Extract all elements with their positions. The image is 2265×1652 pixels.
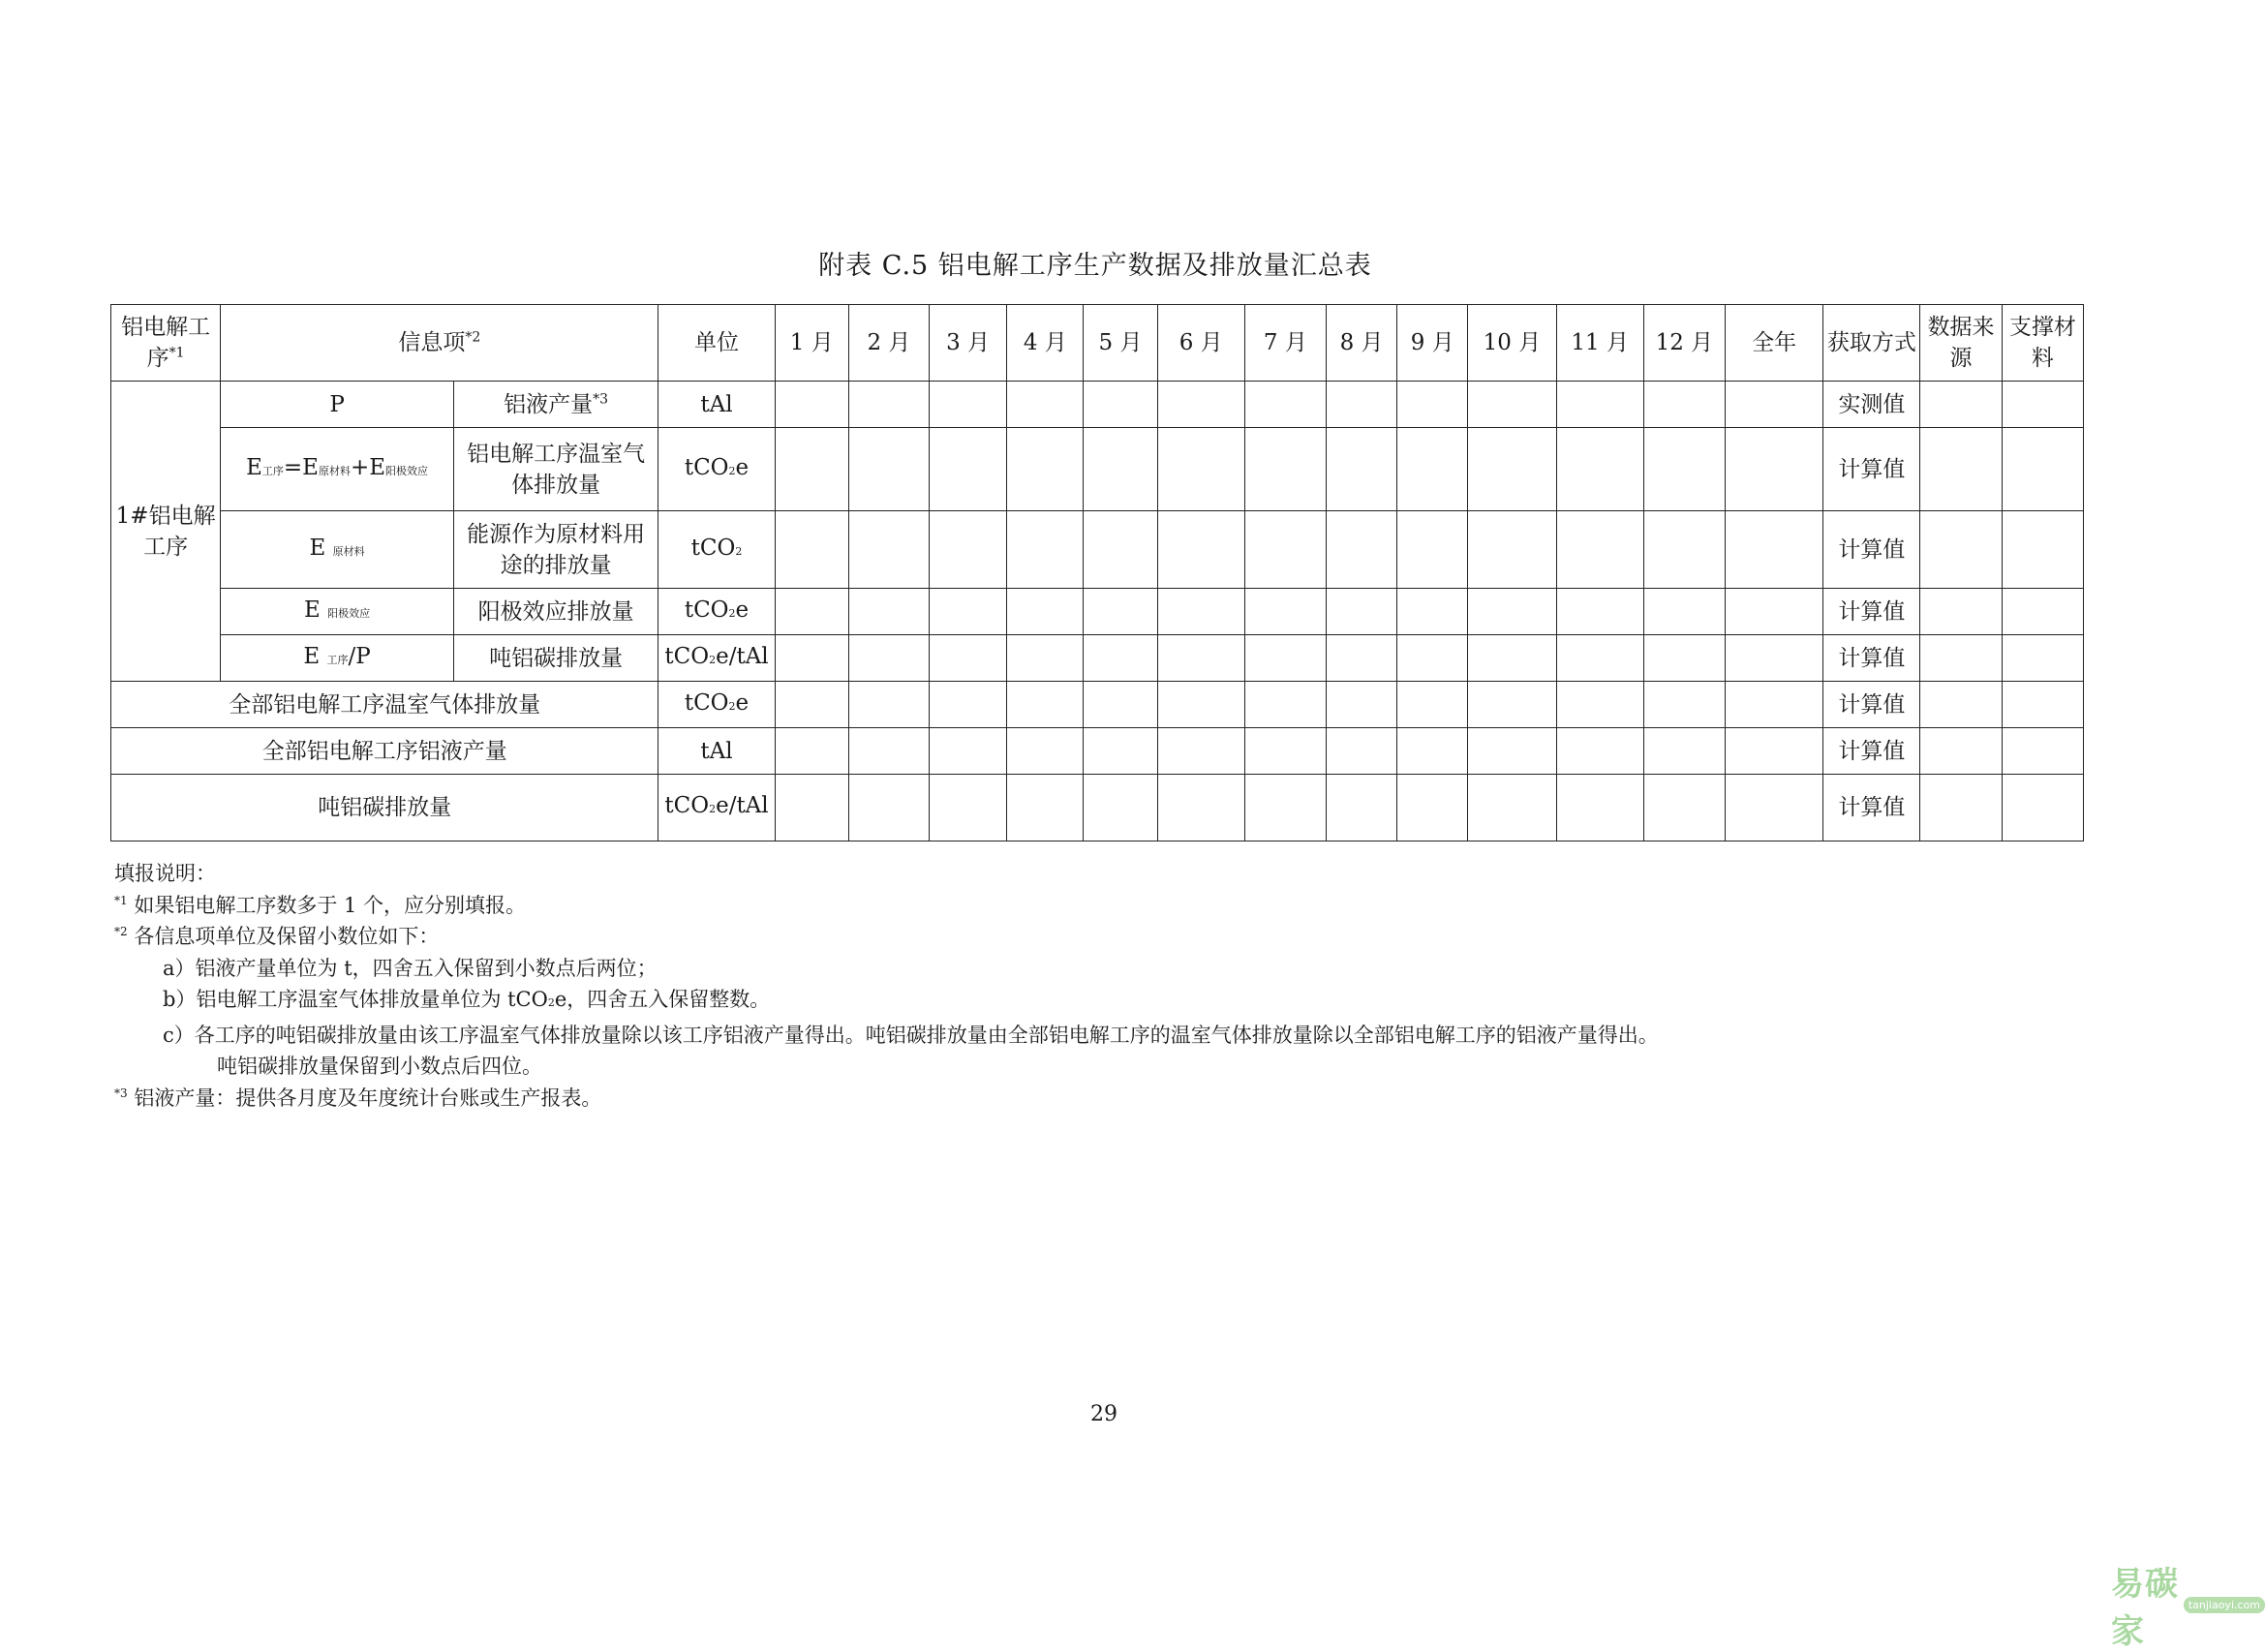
empty-cell [1157, 382, 1244, 428]
row-method: 实测值 [1823, 382, 1920, 428]
empty-cell [930, 682, 1007, 728]
empty-cell [1157, 728, 1244, 775]
empty-cell [1327, 382, 1397, 428]
empty-cell [1007, 428, 1084, 511]
empty-cell [1157, 428, 1244, 511]
header-month: 8 月 [1327, 305, 1397, 382]
summary-table [110, 304, 2084, 841]
empty-cell [1468, 682, 1556, 728]
header-method: 获取方式 [1823, 305, 1920, 382]
row-unit: tCO2 [658, 511, 775, 589]
empty-cell [1643, 428, 1725, 511]
empty-cell [775, 682, 848, 728]
table-row [111, 635, 2084, 682]
empty-cell [2002, 682, 2083, 728]
empty-cell [1397, 511, 1468, 589]
empty-cell [1920, 428, 2002, 511]
empty-cell [1397, 775, 1468, 841]
row-method: 计算值 [1823, 428, 1920, 511]
empty-cell [1007, 589, 1084, 635]
empty-cell [1327, 428, 1397, 511]
empty-cell [1327, 511, 1397, 589]
empty-cell [1244, 511, 1326, 589]
empty-cell [1920, 635, 2002, 682]
header-annual: 全年 [1725, 305, 1822, 382]
header-month: 1 月 [775, 305, 848, 382]
empty-cell [1397, 382, 1468, 428]
empty-cell [2002, 635, 2083, 682]
table-row [111, 589, 2084, 635]
total-label: 吨铝碳排放量 [111, 775, 658, 841]
row-symbol: E工序=E原材料+E阳极效应 [221, 428, 454, 511]
empty-cell [775, 428, 848, 511]
row-unit: tCO2e [658, 428, 775, 511]
note-2a: a）铝液产量单位为 t，四舍五入保留到小数点后两位； [163, 956, 658, 980]
empty-cell [2002, 589, 2083, 635]
empty-cell [1556, 382, 1643, 428]
empty-cell [1007, 728, 1084, 775]
empty-cell [1920, 382, 2002, 428]
empty-cell [1468, 728, 1556, 775]
empty-cell [930, 511, 1007, 589]
empty-cell [775, 728, 848, 775]
empty-cell [1007, 382, 1084, 428]
empty-cell [930, 428, 1007, 511]
empty-cell [2002, 511, 2083, 589]
empty-cell [1157, 775, 1244, 841]
row-symbol: P [221, 382, 454, 428]
empty-cell [1725, 589, 1822, 635]
empty-cell [848, 682, 929, 728]
empty-cell [1327, 635, 1397, 682]
empty-cell [1007, 635, 1084, 682]
header-source: 数据来源 [1920, 305, 2002, 382]
table-row [111, 382, 2084, 428]
row-unit: tAl [658, 382, 775, 428]
row-method: 计算值 [1823, 775, 1920, 841]
empty-cell [1643, 382, 1725, 428]
empty-cell [1327, 682, 1397, 728]
empty-cell [1397, 635, 1468, 682]
empty-cell [1643, 728, 1725, 775]
row-method: 计算值 [1823, 682, 1920, 728]
empty-cell [1084, 428, 1157, 511]
header-month: 7 月 [1244, 305, 1326, 382]
empty-cell [775, 382, 848, 428]
header-month: 3 月 [930, 305, 1007, 382]
header-month: 9 月 [1397, 305, 1468, 382]
notes [114, 858, 1659, 1114]
notes-heading: 填报说明： [114, 862, 216, 885]
empty-cell [1556, 635, 1643, 682]
empty-cell [1468, 511, 1556, 589]
empty-cell [930, 635, 1007, 682]
note-2: $^{*2}$ 各信息项单位及保留小数位如下： [114, 925, 440, 948]
page-number: 29 [1090, 1402, 1117, 1426]
header-month: 12 月 [1643, 305, 1725, 382]
empty-cell [848, 428, 929, 511]
empty-cell [2002, 382, 2083, 428]
empty-cell [1397, 589, 1468, 635]
empty-cell [1244, 728, 1326, 775]
empty-cell [1007, 775, 1084, 841]
row-symbol: E 原材料 [221, 511, 454, 589]
total-label: 全部铝电解工序铝液产量 [111, 728, 658, 775]
table-row [111, 428, 2084, 511]
header-info: 信息项$^{*2}$ [221, 305, 658, 382]
empty-cell [1643, 682, 1725, 728]
empty-cell [1244, 635, 1326, 682]
empty-cell [848, 635, 929, 682]
empty-cell [1920, 511, 2002, 589]
row-unit: tCO2e/tAl [658, 775, 775, 841]
empty-cell [1397, 682, 1468, 728]
empty-cell [1556, 511, 1643, 589]
empty-cell [1157, 682, 1244, 728]
empty-cell [1397, 728, 1468, 775]
empty-cell [1556, 589, 1643, 635]
empty-cell [775, 775, 848, 841]
note-1: $^{*1}$ 如果铝电解工序数多于 1 个，应分别填报。 [114, 893, 527, 917]
row-method: 计算值 [1823, 728, 1920, 775]
table-row [111, 511, 2084, 589]
row-unit: tAl [658, 728, 775, 775]
watermark-logo [2111, 1557, 2265, 1652]
empty-cell [775, 589, 848, 635]
row-unit: tCO2e [658, 589, 775, 635]
empty-cell [1084, 589, 1157, 635]
empty-cell [930, 775, 1007, 841]
group-label: 1#铝电解工序 [111, 382, 221, 682]
row-name: 铝电解工序温室气体排放量 [453, 428, 658, 511]
empty-cell [1397, 428, 1468, 511]
empty-cell [1556, 775, 1643, 841]
empty-cell [1327, 775, 1397, 841]
empty-cell [1468, 382, 1556, 428]
empty-cell [1920, 682, 2002, 728]
total-label: 全部铝电解工序温室气体排放量 [111, 682, 658, 728]
header-month: 10 月 [1468, 305, 1556, 382]
note-2c-cont: 吨铝碳排放量保留到小数点后四位。 [217, 1055, 542, 1078]
empty-cell [1725, 775, 1822, 841]
empty-cell [1643, 775, 1725, 841]
empty-cell [1244, 589, 1326, 635]
empty-cell [1643, 589, 1725, 635]
empty-cell [1327, 728, 1397, 775]
row-symbol: E 阳极效应 [221, 589, 454, 635]
empty-cell [1468, 589, 1556, 635]
row-unit: tCO2e [658, 682, 775, 728]
empty-cell [1556, 428, 1643, 511]
empty-cell [848, 511, 929, 589]
empty-cell [1157, 589, 1244, 635]
empty-cell [1643, 511, 1725, 589]
empty-cell [930, 382, 1007, 428]
row-method: 计算值 [1823, 635, 1920, 682]
empty-cell [1007, 511, 1084, 589]
empty-cell [1244, 682, 1326, 728]
row-name: 吨铝碳排放量 [453, 635, 658, 682]
empty-cell [1157, 635, 1244, 682]
header-month: 4 月 [1007, 305, 1084, 382]
empty-cell [1725, 511, 1822, 589]
watermark-site: tanjiaoyi.com [2184, 1597, 2265, 1613]
row-name: 铝液产量$^{*3}$ [453, 382, 658, 428]
empty-cell [1157, 511, 1244, 589]
empty-cell [930, 589, 1007, 635]
empty-cell [1244, 428, 1326, 511]
empty-cell [1084, 728, 1157, 775]
header-support: 支撑材料 [2002, 305, 2083, 382]
empty-cell [1244, 775, 1326, 841]
empty-cell [775, 511, 848, 589]
empty-cell [848, 775, 929, 841]
empty-cell [1920, 589, 2002, 635]
total-row [111, 728, 2084, 775]
empty-cell [1725, 382, 1822, 428]
table-title: 附表 C.5 铝电解工序生产数据及排放量汇总表 [818, 251, 1372, 281]
empty-cell [848, 382, 929, 428]
header-unit: 单位 [658, 305, 775, 382]
row-method: 计算值 [1823, 589, 1920, 635]
header-month: 5 月 [1084, 305, 1157, 382]
empty-cell [1468, 428, 1556, 511]
empty-cell [848, 589, 929, 635]
note-3: $^{*3}$ 铝液产量：提供各月度及年度统计台账或生产报表。 [114, 1086, 602, 1110]
empty-cell [1556, 682, 1643, 728]
row-symbol: E 工序/P [221, 635, 454, 682]
empty-cell [848, 728, 929, 775]
empty-cell [1725, 728, 1822, 775]
header-process: 铝电解工序$^{*1}$ [111, 305, 221, 382]
total-row [111, 682, 2084, 728]
empty-cell [1725, 635, 1822, 682]
empty-cell [1084, 511, 1157, 589]
empty-cell [775, 635, 848, 682]
empty-cell [1643, 635, 1725, 682]
header-month: 6 月 [1157, 305, 1244, 382]
header-month: 2 月 [848, 305, 929, 382]
empty-cell [1244, 382, 1326, 428]
header-row [111, 305, 2084, 382]
empty-cell [1725, 682, 1822, 728]
empty-cell [1725, 428, 1822, 511]
empty-cell [2002, 775, 2083, 841]
row-name: 能源作为原材料用途的排放量 [453, 511, 658, 589]
empty-cell [2002, 428, 2083, 511]
empty-cell [1468, 775, 1556, 841]
row-unit: tCO2e/tAl [658, 635, 775, 682]
total-row [111, 775, 2084, 841]
note-2b: b）铝电解工序温室气体排放量单位为 tCO2e，四舍五入保留整数。 [163, 988, 771, 1011]
empty-cell [1468, 635, 1556, 682]
row-name: 阳极效应排放量 [453, 589, 658, 635]
empty-cell [1556, 728, 1643, 775]
header-month: 11 月 [1556, 305, 1643, 382]
empty-cell [1920, 775, 2002, 841]
empty-cell [2002, 728, 2083, 775]
empty-cell [1920, 728, 2002, 775]
row-method: 计算值 [1823, 511, 1920, 589]
empty-cell [1084, 775, 1157, 841]
empty-cell [1327, 589, 1397, 635]
empty-cell [1084, 382, 1157, 428]
empty-cell [1084, 682, 1157, 728]
watermark-text: 易碳家 [2111, 1565, 2179, 1651]
empty-cell [1084, 635, 1157, 682]
empty-cell [1007, 682, 1084, 728]
empty-cell [930, 728, 1007, 775]
note-2c: c）各工序的吨铝碳排放量由该工序温室气体排放量除以该工序铝液产量得出。吨铝碳排放量由全部铝电解工序的温室气体排放量除以全部铝电解工序的铝液产量得出。 [163, 1023, 1659, 1047]
